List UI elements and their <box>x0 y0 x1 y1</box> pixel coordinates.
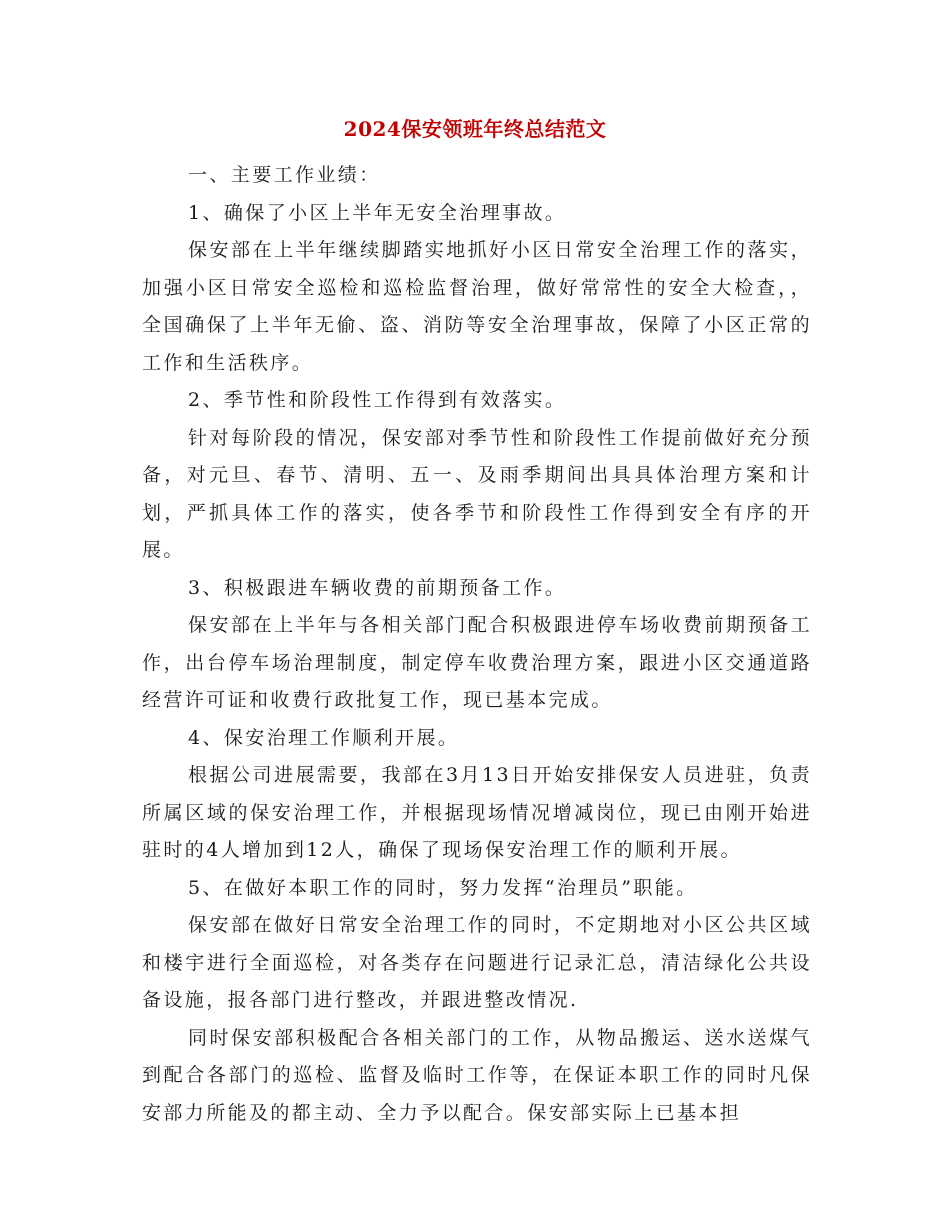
paragraph-item-5-body: 保安部在做好日常安全治理工作的同时，不定期地对小区公共区域和楼宇进行全面巡检，对各类存在问题进行记录汇总，清洁绿化公共设备设施，报各部门进行整改，并跟进整改情况. <box>142 914 812 1011</box>
document-title: 2024保安领班年终总结范文 <box>343 117 607 141</box>
paragraph-item-4-body: 根据公司进展需要，我部在3月13日开始安排保安人员进驻，负责所属区域的保安治理工作，并根据现场情况增减岗位，现已由刚开始进驻时的4人增加到12人，确保了现场保安治理工作的顺利开展。 <box>142 764 812 861</box>
paragraph-item-3-body: 保安部在上半年与各相关部门配合积极跟进停车场收费前期预备工作，出台停车场治理制度，制定停车收费治理方案，跟进小区交通道路经营许可证和收费行政批复工作，现已基本完成。 <box>142 614 812 711</box>
paragraph-item-2-body: 针对每阶段的情况，保安部对季节性和阶段性工作提前做好充分预备，对元旦、春节、清明、五一、及雨季期间出具具体治理方案和计划，严抓具体工作的落实，使各季节和阶段性工作得到安全有序的开展。 <box>142 426 812 561</box>
paragraph-item-2-heading: 2、季节性和阶段性工作得到有效落实。 <box>188 389 567 411</box>
paragraph-item-5-body-continued: 同时保安部积极配合各相关部门的工作，从物品搬运、送水送煤气到配合各部门的巡检、监督及临时工作等，在保证本职工作的同时凡保安部力所能及的都主动、全力予以配合。保安部实际上已基本担 <box>142 1026 812 1124</box>
paragraph-item-4-heading: 4、保安治理工作顺利开展。 <box>188 726 460 749</box>
paragraph-item-3-heading: 3、积极跟进车辆收费的前期预备工作。 <box>188 576 567 599</box>
paragraph-item-1-heading: 1、确保了小区上半年无安全治理事故。 <box>188 201 567 224</box>
paragraph-item-5-heading: 5、在做好本职工作的同时，努力发挥“治理员”职能。 <box>188 876 698 899</box>
document-body <box>142 157 812 1132</box>
paragraph-section-heading: 一、主要工作业绩： <box>188 164 381 186</box>
paragraph-item-1-body: 保安部在上半年继续脚踏实地抓好小区日常安全治理工作的落实，加强小区日常安全巡检和巡检监督治理，做好常常性的安全大检查，，全国确保了上半年无偷、盗、消防等安全治理事故，保障了小区正常的工作和生活秩序。 <box>142 239 812 374</box>
